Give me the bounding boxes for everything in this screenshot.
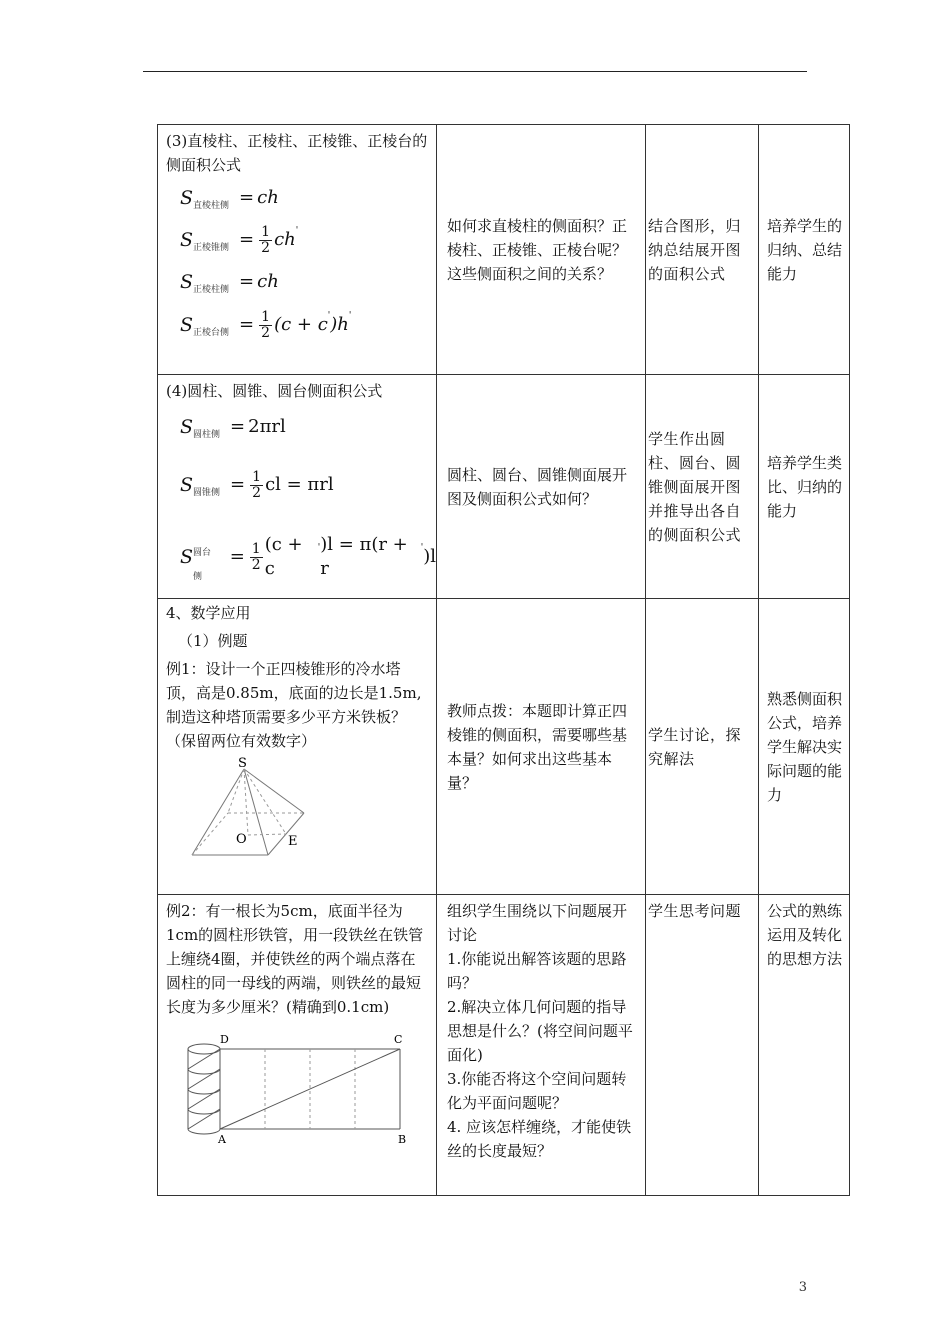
table-row [158, 895, 850, 1196]
example-2: 例2：有一根长为5cm，底面半径为1cm的圆柱形铁管，用一段铁丝在铁管上缠绕4圈，并使铁丝的两个端点落在圆柱的同一母线的两端，则铁丝的最短长度为多少厘米？(精确到0.1cm) [166, 902, 424, 1016]
content-cell [158, 375, 437, 599]
content-cell [158, 599, 437, 895]
question-cell [437, 895, 646, 1196]
content-cell [158, 895, 437, 1196]
activity-cell: 学生作出圆柱、圆台、圆锥侧面展开图并推导出各自的侧面积公式 [646, 375, 759, 599]
pyramid-figure [184, 755, 344, 865]
page-number: 3 [798, 1280, 807, 1295]
formula-cone: S 圆锥侧 = $\frac{1}{2}$ cl = πrl [180, 468, 334, 501]
question-cell: 圆柱、圆台、圆锥侧面展开图及侧面积公式如何？ [437, 375, 646, 599]
label-S: S [238, 756, 247, 771]
section-subheading: （1）例题 [178, 632, 248, 650]
table-row [158, 125, 850, 375]
label-O: O [236, 832, 247, 847]
example-1: 例1：设计一个正四棱锥形的冷水塔顶，高是0.85m，底面的边长是1.5m,制造这种塔顶需要多少平方米铁板？（保留两位有效数字） [166, 660, 422, 750]
table-row [158, 375, 850, 599]
goal-cell: 熟悉侧面积公式，培养学生解决实际问题的能力 [759, 599, 850, 895]
table-row [158, 599, 850, 895]
activity-cell: 学生讨论，探究解法 [646, 599, 759, 895]
formula-regular-prism: S 正棱柱侧 = ch [180, 271, 279, 295]
question-line: 1.你能说出解答该题的思路吗？ [447, 950, 627, 992]
row2-title: (4)圆柱、圆锥、圆台侧面积公式 [166, 382, 383, 400]
label-D: D [220, 1033, 229, 1046]
section-heading: 4、数学应用 [166, 604, 251, 622]
label-E: E [288, 834, 298, 849]
question-line: 组织学生围绕以下问题展开讨论 [447, 902, 628, 944]
question-cell: 如何求直棱柱的侧面积？正棱柱、正棱锥、正棱台呢？这些侧面积之间的关系？ [437, 125, 646, 375]
goal-cell: 公式的熟练运用及转化的思想方法 [759, 895, 850, 1196]
label-C: C [394, 1033, 403, 1046]
formula-cylinder: S 圆柱侧 = 2πrl [180, 416, 286, 440]
question-line: 2.解决立体几何问题的指导思想是什么？(将空间问题平面化) [447, 998, 633, 1064]
question-line: 3.你能否将这个空间问题转化为平面问题呢？ [447, 1070, 627, 1112]
formula-frustum-cone: S 圆台侧 = $\frac{1}{2}$ (c + c ' )l = π(r + r ' )l [180, 534, 436, 582]
question-line: 4. 应该怎样缠绕，才能使铁丝的长度最短？ [447, 1118, 632, 1160]
label-B: B [398, 1133, 407, 1146]
formula-regular-pyramid: S 正棱锥侧 = $\frac{1}{2}$ ch ' [180, 223, 299, 256]
label-A: A [218, 1133, 226, 1146]
activity-cell: 结合图形，归纳总结展开图的面积公式 [646, 125, 759, 375]
activity-cell: 学生思考问题 [646, 895, 759, 1196]
goal-cell: 培养学生的归纳、总结能力 [759, 125, 850, 375]
lesson-table [157, 124, 850, 1196]
formula-regular-frustum: S 正棱台侧 = $\frac{1}{2}$ (c + c ' )h ' [180, 308, 352, 341]
question-cell: 教师点拨：本题即计算正四棱锥的侧面积，需要哪些基本量？如何求出这些基本量？ [437, 599, 646, 895]
formula-straight-prism: S 直棱柱侧 = ch [180, 187, 279, 211]
content-cell [158, 125, 437, 375]
goal-cell: 培养学生类比、归纳的能力 [759, 375, 850, 599]
header-rule [143, 71, 807, 72]
row1-title: (3)直棱柱、正棱柱、正棱锥、正棱台的侧面积公式 [166, 132, 428, 174]
cylinder-unrolled-figure [182, 1031, 412, 1149]
